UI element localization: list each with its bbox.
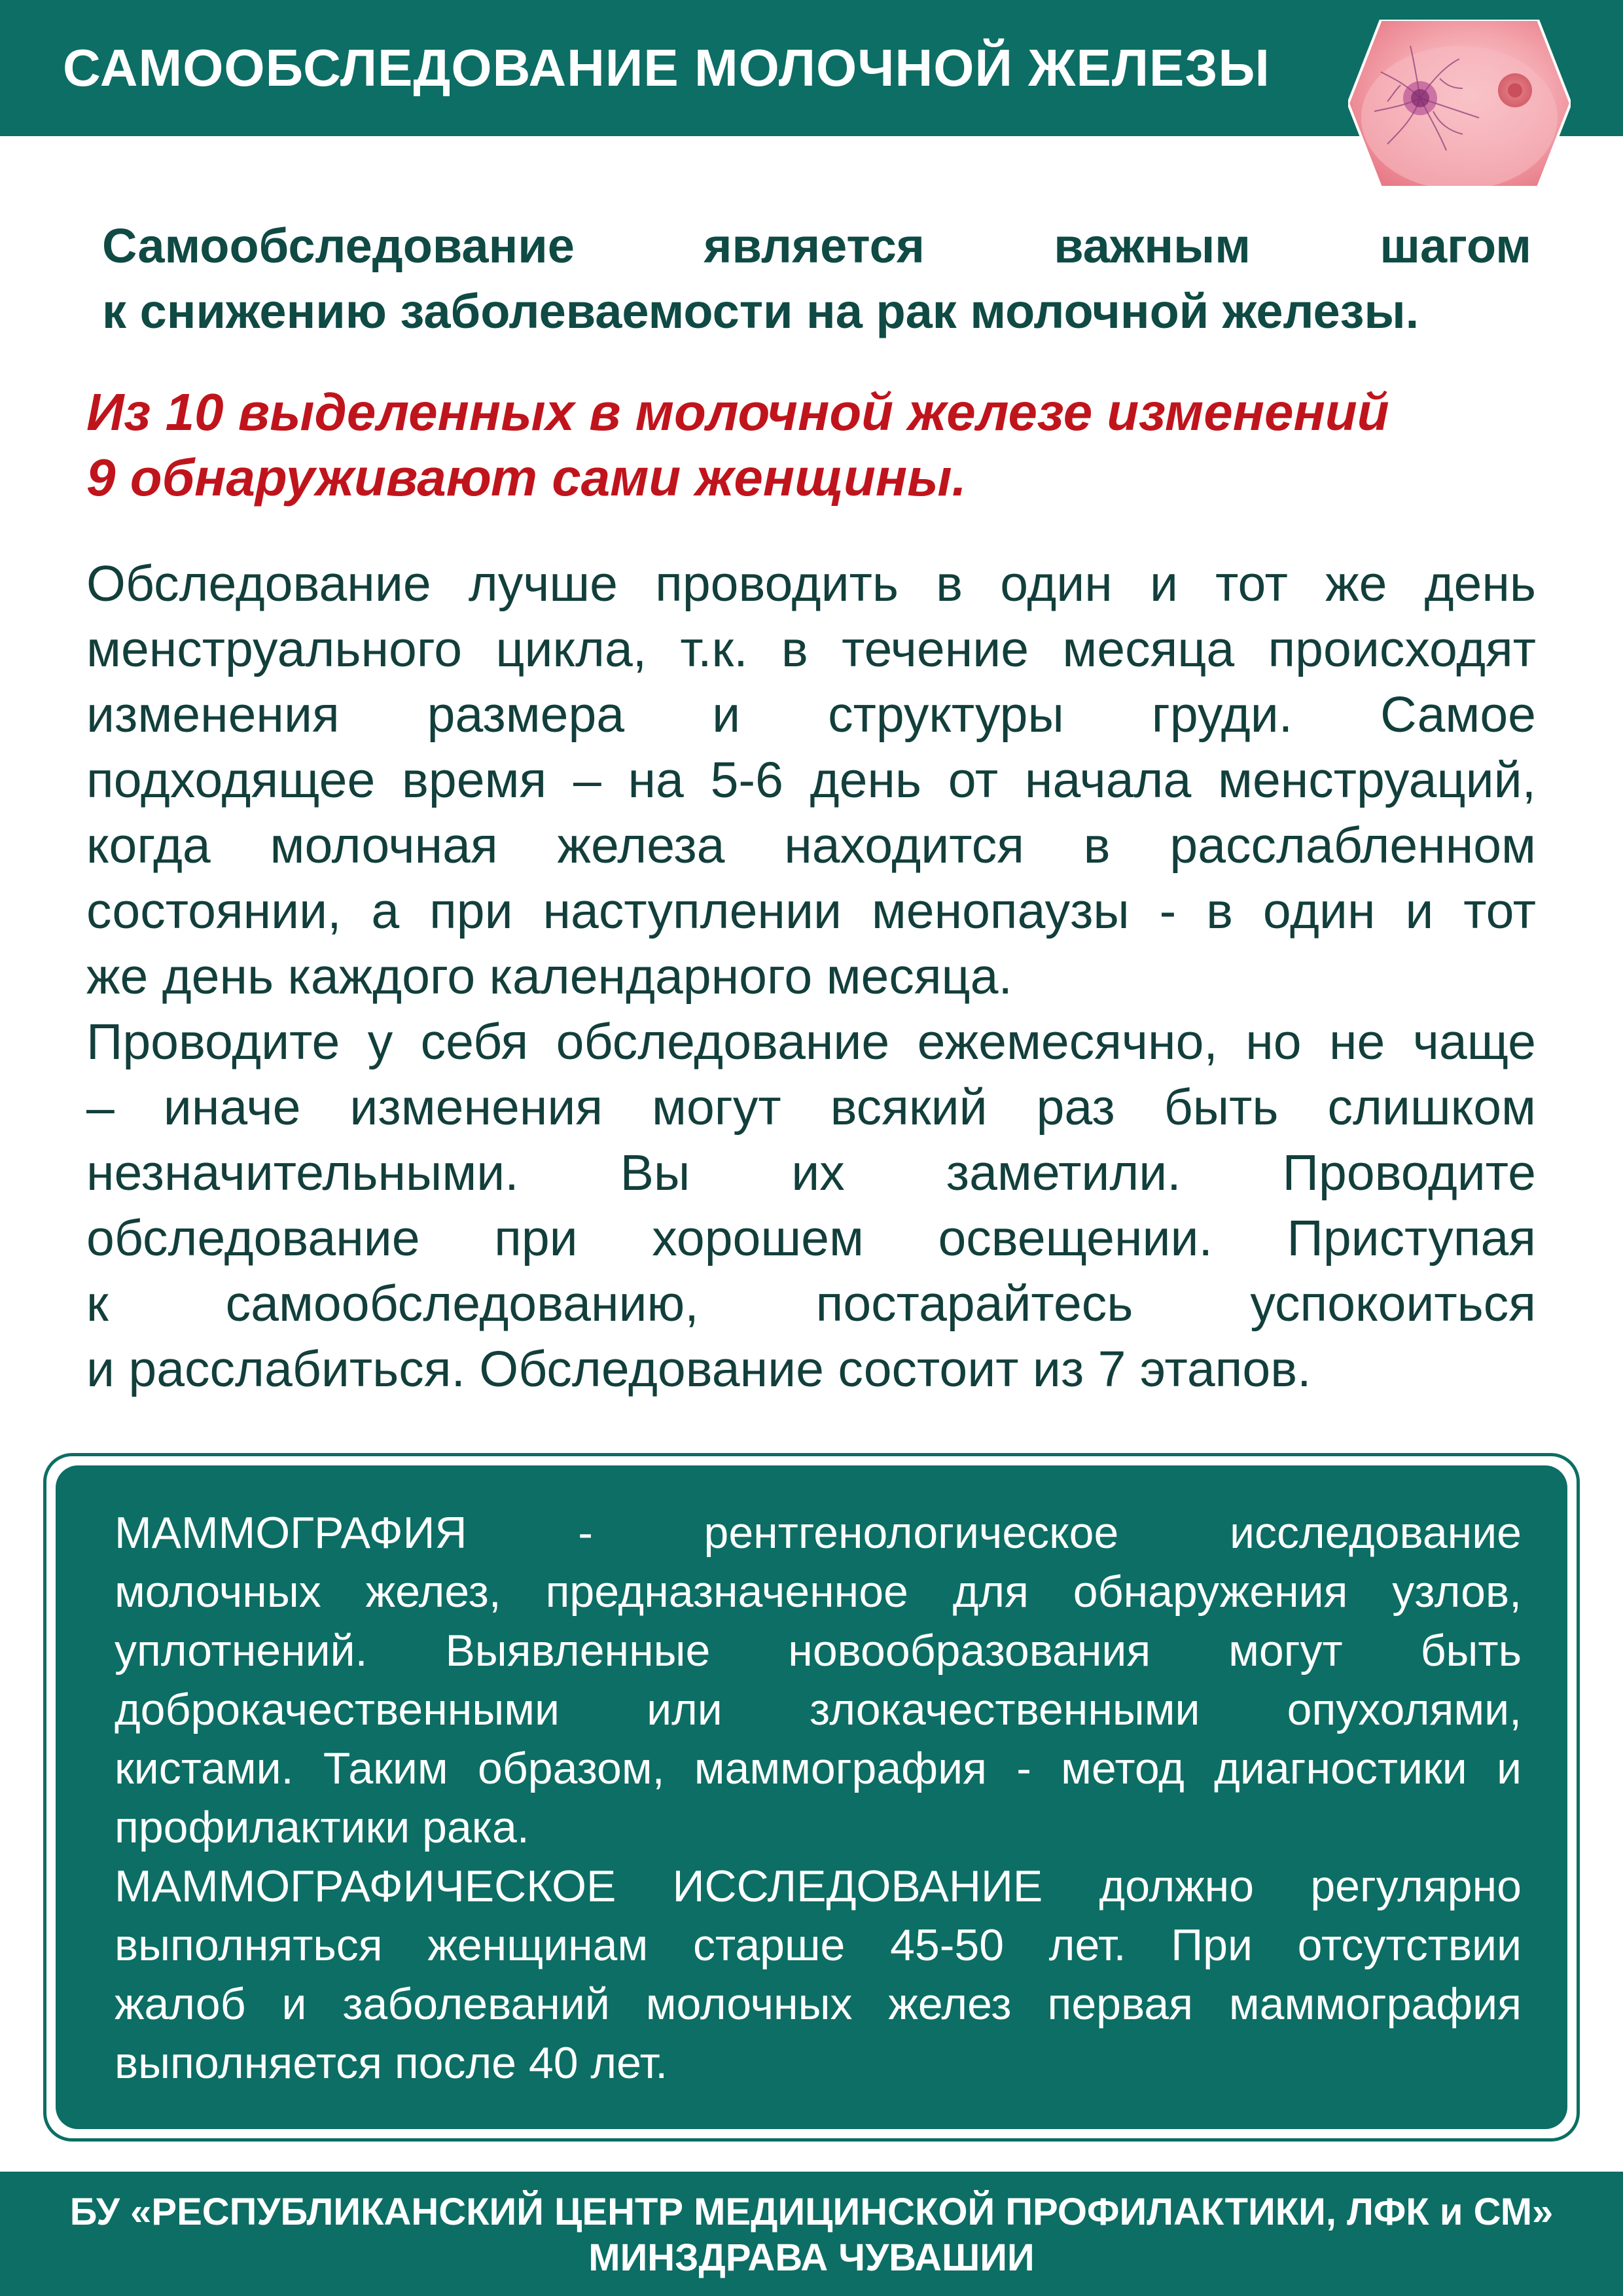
footer-organization: БУ «РЕСПУБЛИКАНСКИЙ ЦЕНТР МЕДИЦИНСКОЙ ПРОФИЛАКТИКИ, ЛФК и СМ» xyxy=(69,2191,1554,2233)
info-line: выполняется после 40 лет. xyxy=(115,2038,668,2088)
info-line: кистами. Таким образом, маммография - метод диагностики и xyxy=(115,1744,1522,1793)
body-line: Проводите у себя обследование ежемесячно, но не чаще xyxy=(86,1014,1536,1070)
intro-line: Самообследование является важным шагом xyxy=(102,219,1531,273)
info-paragraph xyxy=(115,1503,1522,1857)
body-paragraph xyxy=(86,551,1536,1009)
intro-line: к снижению заболеваемости на рак молочной железы. xyxy=(102,284,1419,338)
body-line: к самообследованию, постарайтесь успокоиться xyxy=(86,1276,1536,1332)
info-line: МАММОГРАФИЯ - рентгенологическое исследование xyxy=(115,1508,1522,1558)
body-text xyxy=(86,551,1536,1402)
highlight-statement xyxy=(86,380,1539,511)
body-line: менструального цикла, т.к. в течение месяца происходят xyxy=(86,621,1536,677)
highlight-line: 9 обнаруживают сами женщины. xyxy=(86,448,967,507)
body-paragraph xyxy=(86,1009,1536,1402)
info-line: молочных желез, предназначенное для обнаружения узлов, xyxy=(115,1567,1522,1617)
highlight-line: Из 10 выделенных в молочной железе изменений xyxy=(86,383,1389,441)
info-line: профилактики рака. xyxy=(115,1803,529,1852)
info-line: жалоб и заболеваний молочных желез первая маммография xyxy=(115,1979,1522,2029)
body-line: и расслабиться. Обследование состоит из 7 этапов. xyxy=(86,1341,1311,1397)
mammography-info-text xyxy=(115,1503,1522,2092)
body-line: – иначе изменения могут всякий раз быть слишком xyxy=(86,1079,1536,1136)
info-line: МАММОГРАФИЧЕСКОЕ ИССЛЕДОВАНИЕ должно регулярно xyxy=(115,1861,1522,1911)
mammography-info-panel xyxy=(56,1465,1567,2129)
body-line: подходящее время – на 5-6 день от начала менструаций, xyxy=(86,752,1536,808)
info-line: уплотнений. Выявленные новообразования могут быть xyxy=(115,1626,1522,1676)
info-paragraph xyxy=(115,1857,1522,2092)
info-line: выполняться женщинам старше 45-50 лет. При отсутствии xyxy=(115,1920,1522,1970)
intro-statement xyxy=(102,213,1531,344)
body-line: когда молочная железа находится в расслабленном xyxy=(86,817,1536,874)
body-line: обследование при хорошем освещении. Приступая xyxy=(86,1210,1536,1266)
breast-illustration-icon xyxy=(1348,20,1571,187)
footer-bar xyxy=(0,2172,1623,2296)
info-line: доброкачественными или злокачественными опухолями, xyxy=(115,1685,1522,1734)
mammography-info-box xyxy=(43,1453,1580,2142)
body-line: незначительными. Вы их заметили. Проводите xyxy=(86,1145,1536,1201)
body-line: Обследование лучше проводить в один и тот же день xyxy=(86,556,1536,612)
footer-ministry: МИНЗДРАВА ЧУВАШИИ xyxy=(588,2236,1035,2279)
body-line: состоянии, а при наступлении менопаузы - в один и тот xyxy=(86,883,1536,939)
page-title: САМООБСЛЕДОВАНИЕ МОЛОЧНОЙ ЖЕЛЕЗЫ xyxy=(63,39,1270,97)
body-line: изменения размера и структуры груди. Самое xyxy=(86,687,1536,743)
body-line: же день каждого календарного месяца. xyxy=(86,948,1012,1005)
